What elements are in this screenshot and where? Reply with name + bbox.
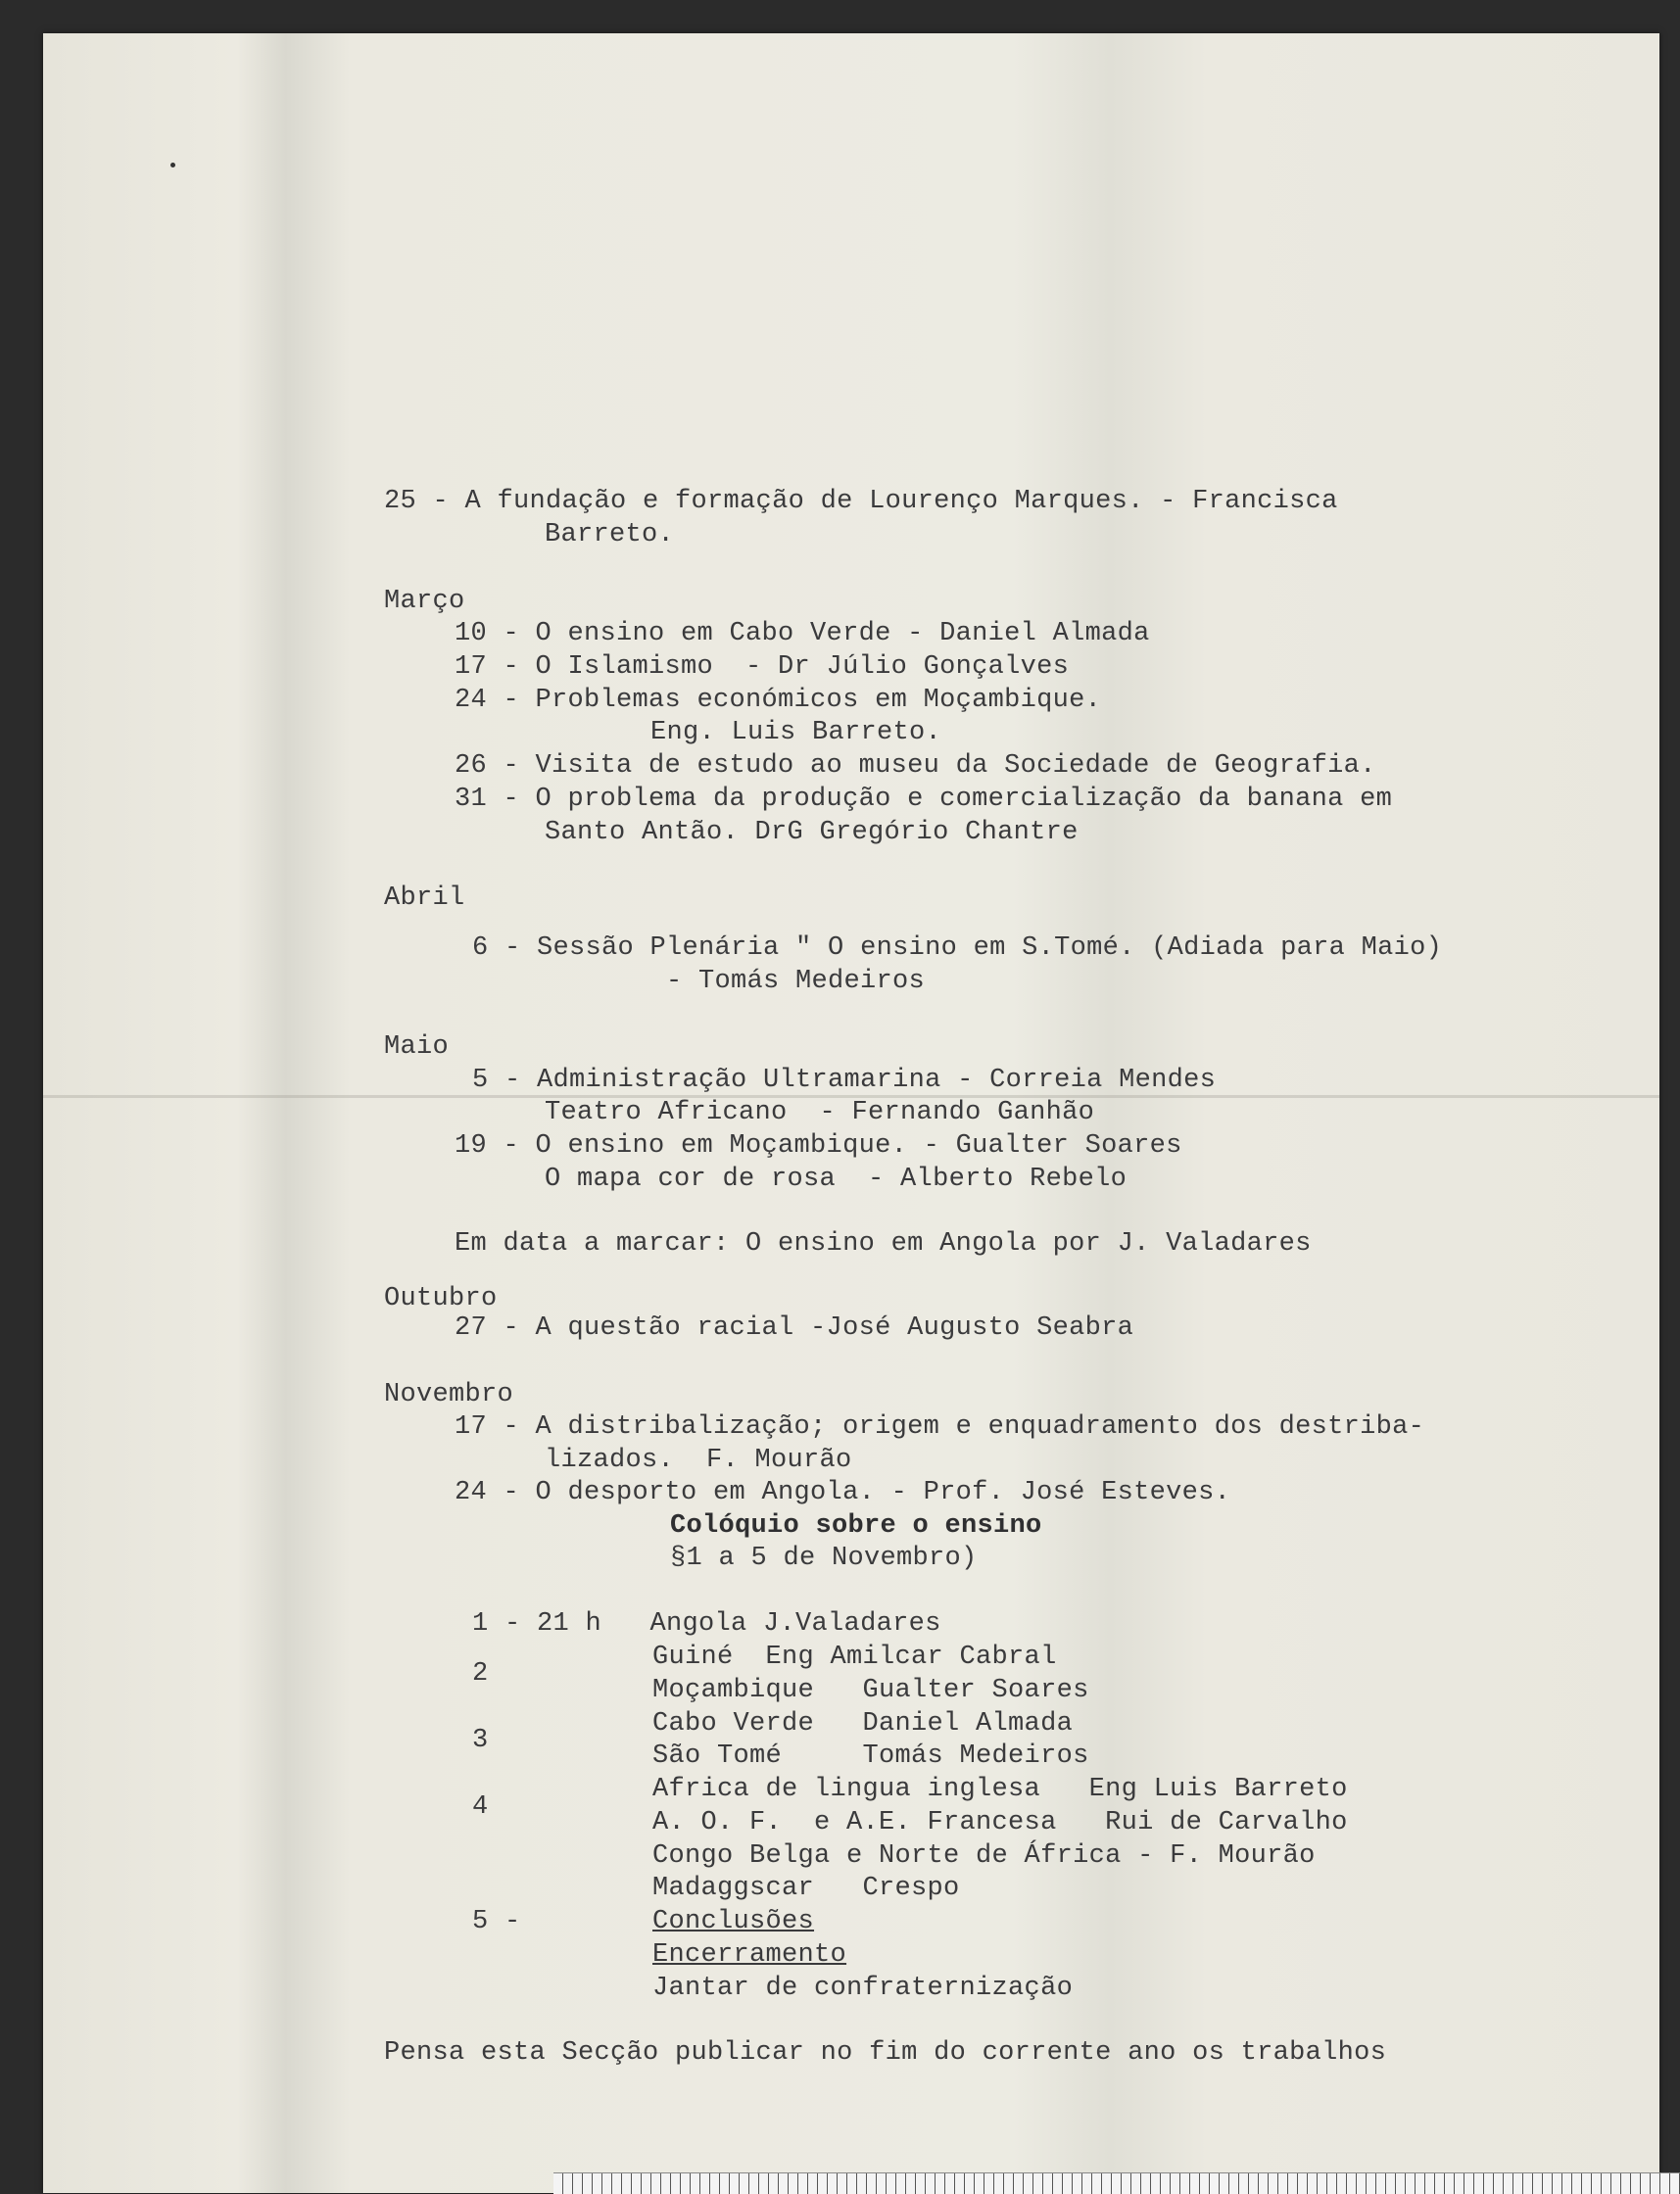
line-encerramento: Encerramento	[652, 1940, 847, 1970]
day-number-5: 5 -	[472, 1907, 521, 1936]
line-5: 17 - O Islamismo - Dr Júlio Gonçalves	[455, 652, 1070, 682]
line-37: A. O. F. e A.E. Francesa Rui de Carvalho	[652, 1808, 1348, 1837]
scale-ruler	[553, 2172, 1680, 2194]
day-number-3: 3	[472, 1726, 489, 1755]
line-9: 31 - O problema da produção e comercialização da banana em	[455, 785, 1393, 814]
line-27: §1 a 5 de Novembro)	[670, 1544, 978, 1573]
line-31: Moçambique Gualter Soares	[652, 1676, 1089, 1705]
line-6: 24 - Problemas económicos em Moçambique.	[455, 686, 1102, 715]
line-23: 17 - A distribalização; origem e enquadramento dos destriba-	[455, 1412, 1425, 1442]
line-conclusoes: Conclusões	[652, 1907, 815, 1936]
line-35: Africa de lingua inglesa Eng Luis Barreto	[652, 1775, 1348, 1804]
line-8: 26 - Visita de estudo ao museu da Sociedade de Geografia.	[455, 751, 1376, 781]
day-number-4: 4	[472, 1792, 489, 1822]
line-1: 25 - A fundação e formação de Lourenço Marques. - Francisca	[384, 487, 1338, 516]
line-16: Teatro Africano - Fernando Ganhão	[545, 1098, 1095, 1127]
line-28: 1 - 21 h Angola J.Valadares	[472, 1609, 941, 1639]
line-4: 10 - O ensino em Cabo Verde - Daniel Almada	[455, 619, 1150, 648]
paper-speck	[170, 163, 175, 167]
line-29: Guiné Eng Amilcar Cabral	[652, 1643, 1057, 1672]
line-38: Congo Belga e Norte de África - F. Mourão	[652, 1841, 1316, 1871]
month-heading-abril: Abril	[384, 883, 465, 913]
line-25: 24 - O desporto em Angola. - Prof. José Esteves.	[455, 1478, 1231, 1507]
month-heading-novembro: Novembro	[384, 1380, 514, 1409]
line-2: Barreto.	[545, 520, 675, 549]
line-15: 5 - Administração Ultramarina - Correia Mendes	[472, 1066, 1217, 1095]
month-heading-outubro: Outubro	[384, 1284, 498, 1313]
line-43: Jantar de confraternização	[652, 1974, 1074, 2003]
line-12: 6 - Sessão Plenária " O ensino em S.Tomé. (Adiada para Maio)	[472, 933, 1443, 963]
line-18: O mapa cor de rosa - Alberto Rebelo	[545, 1165, 1128, 1194]
line-34: São Tomé Tomás Medeiros	[652, 1741, 1089, 1771]
month-heading-maio: Maio	[384, 1032, 450, 1062]
line-19: Em data a marcar: O ensino em Angola por J. Valadares	[455, 1229, 1312, 1259]
line-17: 19 - O ensino em Moçambique. - Gualter Soares	[455, 1131, 1182, 1161]
line-39: Madaggscar Crespo	[652, 1874, 960, 1903]
line-21: 27 - A questão racial -José Augusto Seabra	[455, 1313, 1134, 1343]
line-7: Eng. Luis Barreto.	[650, 718, 942, 747]
day-number-2: 2	[472, 1659, 489, 1689]
line-24: lizados. F. Mourão	[545, 1446, 852, 1475]
line-10: Santo Antão. DrG Gregório Chantre	[545, 818, 1079, 847]
line-26: Colóquio sobre o ensino	[670, 1511, 1042, 1541]
month-heading-marco: Março	[384, 587, 465, 616]
line-13: - Tomás Medeiros	[666, 967, 926, 996]
line-44: Pensa esta Secção publicar no fim do corrente ano os trabalhos	[384, 2038, 1387, 2068]
line-32: Cabo Verde Daniel Almada	[652, 1709, 1074, 1739]
